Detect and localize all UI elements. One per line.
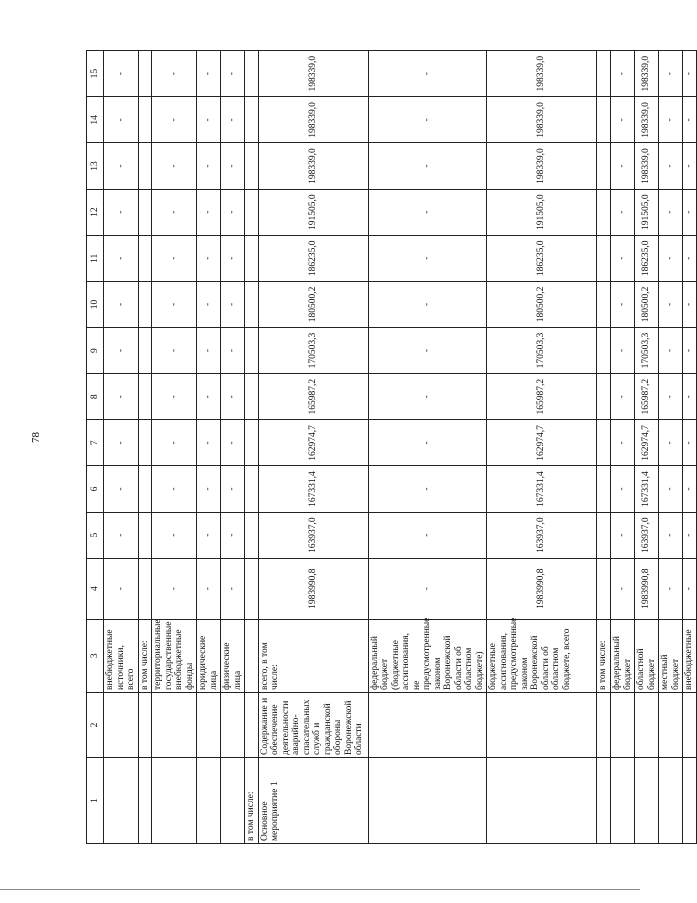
value-cell: - bbox=[611, 281, 635, 327]
rotated-table-wrapper bbox=[86, 50, 694, 844]
value-cell bbox=[245, 512, 259, 558]
value-cell bbox=[138, 374, 152, 420]
value-cell: - bbox=[368, 466, 487, 512]
value-cell: 165987,2 bbox=[258, 374, 368, 420]
value-cell: - bbox=[197, 512, 221, 558]
value-cell: - bbox=[152, 466, 197, 512]
row-label-c2 bbox=[197, 692, 221, 757]
value-cell bbox=[245, 143, 259, 189]
row-label-c3: федеральный бюджет (бюджетные ассигнования, не предусмотренные законом Воронежской области об областном бюджете) bbox=[368, 619, 487, 692]
value-cell: - bbox=[152, 374, 197, 420]
value-cell: - bbox=[659, 420, 683, 466]
value-cell: - bbox=[659, 558, 683, 619]
column-header: 9 bbox=[87, 328, 104, 374]
value-cell: - bbox=[152, 328, 197, 374]
value-cell: - bbox=[152, 512, 197, 558]
row-label-c3: внебюджетные bbox=[683, 619, 697, 692]
row-label-c2 bbox=[683, 692, 697, 757]
value-cell: - bbox=[221, 512, 245, 558]
value-cell bbox=[597, 143, 611, 189]
row-label-c1 bbox=[487, 758, 597, 844]
value-cell bbox=[597, 328, 611, 374]
value-cell: - bbox=[104, 97, 139, 143]
row-label-c2: Содержание и обеспечение деятельности аварийно-спасательных служб и гражданской обороны Воронежской области bbox=[258, 692, 368, 757]
value-cell: - bbox=[152, 558, 197, 619]
value-cell bbox=[245, 466, 259, 512]
row-label-c1 bbox=[197, 758, 221, 844]
value-cell: - bbox=[683, 558, 697, 619]
value-cell: - bbox=[104, 143, 139, 189]
row-label-c3: территориальные государственные внебюджетные фонды bbox=[152, 619, 197, 692]
value-cell: - bbox=[611, 51, 635, 97]
value-cell: - bbox=[197, 281, 221, 327]
value-cell: 198339,0 bbox=[635, 51, 659, 97]
value-cell: 162974,7 bbox=[635, 420, 659, 466]
value-cell: - bbox=[197, 420, 221, 466]
value-cell: - bbox=[221, 466, 245, 512]
value-cell bbox=[245, 558, 259, 619]
value-cell: 170503,3 bbox=[487, 328, 597, 374]
column-header: 15 bbox=[87, 51, 104, 97]
value-cell: - bbox=[368, 328, 487, 374]
value-cell: - bbox=[611, 235, 635, 281]
budget-table bbox=[86, 50, 697, 844]
row-label-c2 bbox=[152, 692, 197, 757]
row-label-c2 bbox=[659, 692, 683, 757]
row-label-c3 bbox=[245, 619, 259, 692]
value-cell: - bbox=[104, 374, 139, 420]
table-row bbox=[611, 51, 635, 844]
value-cell: - bbox=[221, 51, 245, 97]
value-cell: - bbox=[197, 97, 221, 143]
column-header: 8 bbox=[87, 374, 104, 420]
value-cell: - bbox=[104, 328, 139, 374]
value-cell bbox=[597, 420, 611, 466]
row-label-c1: в том числе: bbox=[245, 758, 259, 844]
value-cell: - bbox=[197, 328, 221, 374]
table-row bbox=[368, 51, 487, 844]
column-header: 6 bbox=[87, 466, 104, 512]
table-row bbox=[245, 51, 259, 844]
value-cell: - bbox=[152, 420, 197, 466]
value-cell: - bbox=[611, 466, 635, 512]
value-cell: 180500,2 bbox=[635, 281, 659, 327]
value-cell: - bbox=[104, 51, 139, 97]
row-label-c2 bbox=[138, 692, 152, 757]
row-label-c1 bbox=[597, 758, 611, 844]
value-cell: - bbox=[197, 189, 221, 235]
table-row bbox=[487, 51, 597, 844]
value-cell: - bbox=[104, 189, 139, 235]
column-header: 12 bbox=[87, 189, 104, 235]
row-label-c1 bbox=[152, 758, 197, 844]
row-label-c2 bbox=[368, 692, 487, 757]
value-cell: - bbox=[611, 328, 635, 374]
table-row bbox=[659, 51, 683, 844]
value-cell bbox=[597, 97, 611, 143]
value-cell: - bbox=[221, 143, 245, 189]
row-label-c2 bbox=[635, 692, 659, 757]
value-cell bbox=[597, 235, 611, 281]
row-label-c1 bbox=[659, 758, 683, 844]
value-cell bbox=[597, 374, 611, 420]
row-label-c1 bbox=[221, 758, 245, 844]
value-cell: - bbox=[659, 374, 683, 420]
row-label-c1 bbox=[104, 758, 139, 844]
value-cell: - bbox=[221, 189, 245, 235]
page-bottom-rule bbox=[0, 889, 640, 890]
value-cell: 170503,3 bbox=[635, 328, 659, 374]
value-cell: - bbox=[221, 97, 245, 143]
row-label-c2 bbox=[221, 692, 245, 757]
row-label-c3: областной бюджет bbox=[635, 619, 659, 692]
value-cell: - bbox=[368, 512, 487, 558]
value-cell: - bbox=[611, 189, 635, 235]
table-row bbox=[258, 51, 368, 844]
value-cell bbox=[597, 512, 611, 558]
column-header: 3 bbox=[87, 619, 104, 692]
value-cell: - bbox=[659, 189, 683, 235]
value-cell: 180500,2 bbox=[258, 281, 368, 327]
value-cell: - bbox=[152, 189, 197, 235]
value-cell: - bbox=[611, 143, 635, 189]
row-label-c2 bbox=[104, 692, 139, 757]
value-cell: - bbox=[611, 374, 635, 420]
value-cell bbox=[597, 558, 611, 619]
column-header: 5 bbox=[87, 512, 104, 558]
value-cell: - bbox=[368, 51, 487, 97]
value-cell: - bbox=[368, 281, 487, 327]
table-row bbox=[104, 51, 139, 844]
value-cell: - bbox=[659, 97, 683, 143]
value-cell bbox=[245, 420, 259, 466]
value-cell: - bbox=[659, 328, 683, 374]
value-cell bbox=[245, 189, 259, 235]
value-cell: - bbox=[368, 558, 487, 619]
value-cell: - bbox=[659, 512, 683, 558]
value-cell: - bbox=[104, 281, 139, 327]
value-cell: 180500,2 bbox=[487, 281, 597, 327]
value-cell bbox=[138, 189, 152, 235]
value-cell: - bbox=[683, 235, 697, 281]
value-cell: - bbox=[611, 512, 635, 558]
value-cell: - bbox=[197, 466, 221, 512]
value-cell: 165987,2 bbox=[635, 374, 659, 420]
value-cell: - bbox=[659, 143, 683, 189]
value-cell: - bbox=[221, 374, 245, 420]
value-cell: - bbox=[152, 235, 197, 281]
value-cell bbox=[245, 51, 259, 97]
value-cell: - bbox=[368, 189, 487, 235]
row-label-c2 bbox=[245, 692, 259, 757]
value-cell: - bbox=[659, 235, 683, 281]
value-cell bbox=[138, 558, 152, 619]
column-header: 11 bbox=[87, 235, 104, 281]
column-header: 14 bbox=[87, 97, 104, 143]
value-cell: - bbox=[611, 420, 635, 466]
row-label-c3: физические лица bbox=[221, 619, 245, 692]
page-number: 78 bbox=[30, 432, 42, 443]
value-cell: - bbox=[152, 97, 197, 143]
row-label-c1 bbox=[611, 758, 635, 844]
value-cell: 198339,0 bbox=[635, 143, 659, 189]
value-cell: - bbox=[221, 328, 245, 374]
value-cell bbox=[138, 143, 152, 189]
value-cell: 1983990,8 bbox=[635, 558, 659, 619]
row-label-c3: в том числе: bbox=[138, 619, 152, 692]
row-label-c3: в том числе: bbox=[597, 619, 611, 692]
value-cell: - bbox=[104, 558, 139, 619]
value-cell: 186235,0 bbox=[258, 235, 368, 281]
value-cell bbox=[138, 328, 152, 374]
value-cell: 198339,0 bbox=[258, 97, 368, 143]
value-cell: - bbox=[683, 143, 697, 189]
value-cell: - bbox=[197, 143, 221, 189]
value-cell: - bbox=[368, 374, 487, 420]
value-cell: - bbox=[368, 235, 487, 281]
column-header: 7 bbox=[87, 420, 104, 466]
value-cell: - bbox=[611, 97, 635, 143]
column-header: 13 bbox=[87, 143, 104, 189]
value-cell: - bbox=[611, 558, 635, 619]
row-label-c3: бюджетные ассигнования, предусмотренные законом Воронежской области об областном бюджете, всего bbox=[487, 619, 597, 692]
value-cell: - bbox=[197, 374, 221, 420]
table-row bbox=[138, 51, 152, 844]
value-cell bbox=[138, 466, 152, 512]
row-label-c2 bbox=[611, 692, 635, 757]
value-cell bbox=[245, 374, 259, 420]
value-cell: 198339,0 bbox=[487, 97, 597, 143]
header-row bbox=[87, 51, 104, 844]
row-label-c3: всего, в том числе: bbox=[258, 619, 368, 692]
column-header: 1 bbox=[87, 758, 104, 844]
row-label-c3: внебюджетные источники, всего bbox=[104, 619, 139, 692]
value-cell: - bbox=[683, 466, 697, 512]
value-cell: 167331,4 bbox=[635, 466, 659, 512]
value-cell: - bbox=[368, 97, 487, 143]
value-cell bbox=[138, 281, 152, 327]
value-cell: - bbox=[683, 420, 697, 466]
table-row bbox=[635, 51, 659, 844]
value-cell: 191505,0 bbox=[487, 189, 597, 235]
row-label-c1 bbox=[368, 758, 487, 844]
value-cell: - bbox=[683, 281, 697, 327]
table-row bbox=[597, 51, 611, 844]
value-cell: - bbox=[197, 558, 221, 619]
value-cell bbox=[245, 328, 259, 374]
table-row bbox=[152, 51, 197, 844]
value-cell bbox=[245, 235, 259, 281]
value-cell bbox=[597, 281, 611, 327]
value-cell: 165987,2 bbox=[487, 374, 597, 420]
value-cell bbox=[138, 97, 152, 143]
value-cell: - bbox=[221, 558, 245, 619]
value-cell: - bbox=[683, 512, 697, 558]
value-cell: - bbox=[368, 143, 487, 189]
value-cell: - bbox=[197, 51, 221, 97]
value-cell: 1983990,8 bbox=[258, 558, 368, 619]
value-cell bbox=[597, 189, 611, 235]
table-row bbox=[197, 51, 221, 844]
value-cell: 186235,0 bbox=[487, 235, 597, 281]
value-cell: - bbox=[659, 466, 683, 512]
row-label-c2 bbox=[487, 692, 597, 757]
value-cell bbox=[138, 420, 152, 466]
value-cell: 198339,0 bbox=[258, 143, 368, 189]
value-cell: - bbox=[683, 328, 697, 374]
value-cell: - bbox=[104, 420, 139, 466]
row-label-c1 bbox=[683, 758, 697, 844]
value-cell: - bbox=[104, 235, 139, 281]
value-cell: 163937,0 bbox=[487, 512, 597, 558]
row-label-c1 bbox=[635, 758, 659, 844]
value-cell: - bbox=[152, 51, 197, 97]
value-cell: - bbox=[221, 420, 245, 466]
value-cell: - bbox=[659, 51, 683, 97]
value-cell: 167331,4 bbox=[258, 466, 368, 512]
row-label-c2 bbox=[597, 692, 611, 757]
value-cell: 198339,0 bbox=[487, 51, 597, 97]
row-label-c1: Основное мероприятие 1 bbox=[258, 758, 368, 844]
value-cell: - bbox=[104, 466, 139, 512]
row-label-c3: юридические лица bbox=[197, 619, 221, 692]
value-cell: 198339,0 bbox=[258, 51, 368, 97]
value-cell: 186235,0 bbox=[635, 235, 659, 281]
row-label-c3: местный бюджет bbox=[659, 619, 683, 692]
value-cell: - bbox=[368, 420, 487, 466]
value-cell bbox=[138, 512, 152, 558]
value-cell: - bbox=[152, 281, 197, 327]
value-cell bbox=[138, 235, 152, 281]
table-row bbox=[221, 51, 245, 844]
value-cell: - bbox=[683, 97, 697, 143]
row-label-c1 bbox=[138, 758, 152, 844]
value-cell: 163937,0 bbox=[258, 512, 368, 558]
value-cell: 167331,4 bbox=[487, 466, 597, 512]
column-header: 4 bbox=[87, 558, 104, 619]
value-cell: 162974,7 bbox=[258, 420, 368, 466]
value-cell: 170503,3 bbox=[258, 328, 368, 374]
table-row bbox=[683, 51, 697, 844]
value-cell: - bbox=[683, 374, 697, 420]
value-cell: - bbox=[221, 281, 245, 327]
value-cell: 191505,0 bbox=[258, 189, 368, 235]
value-cell: - bbox=[221, 235, 245, 281]
value-cell: 162974,7 bbox=[487, 420, 597, 466]
value-cell: - bbox=[683, 189, 697, 235]
value-cell: - bbox=[683, 51, 697, 97]
value-cell bbox=[245, 97, 259, 143]
value-cell: 198339,0 bbox=[487, 143, 597, 189]
value-cell: 198339,0 bbox=[635, 97, 659, 143]
column-header: 10 bbox=[87, 281, 104, 327]
column-header: 2 bbox=[87, 692, 104, 757]
value-cell bbox=[597, 466, 611, 512]
value-cell: - bbox=[152, 143, 197, 189]
value-cell: - bbox=[104, 512, 139, 558]
value-cell: - bbox=[197, 235, 221, 281]
value-cell: 191505,0 bbox=[635, 189, 659, 235]
value-cell: 163937,0 bbox=[635, 512, 659, 558]
value-cell bbox=[138, 51, 152, 97]
value-cell bbox=[245, 281, 259, 327]
value-cell: - bbox=[659, 281, 683, 327]
row-label-c3: федеральный бюджет bbox=[611, 619, 635, 692]
value-cell bbox=[597, 51, 611, 97]
value-cell: 1983990,8 bbox=[487, 558, 597, 619]
